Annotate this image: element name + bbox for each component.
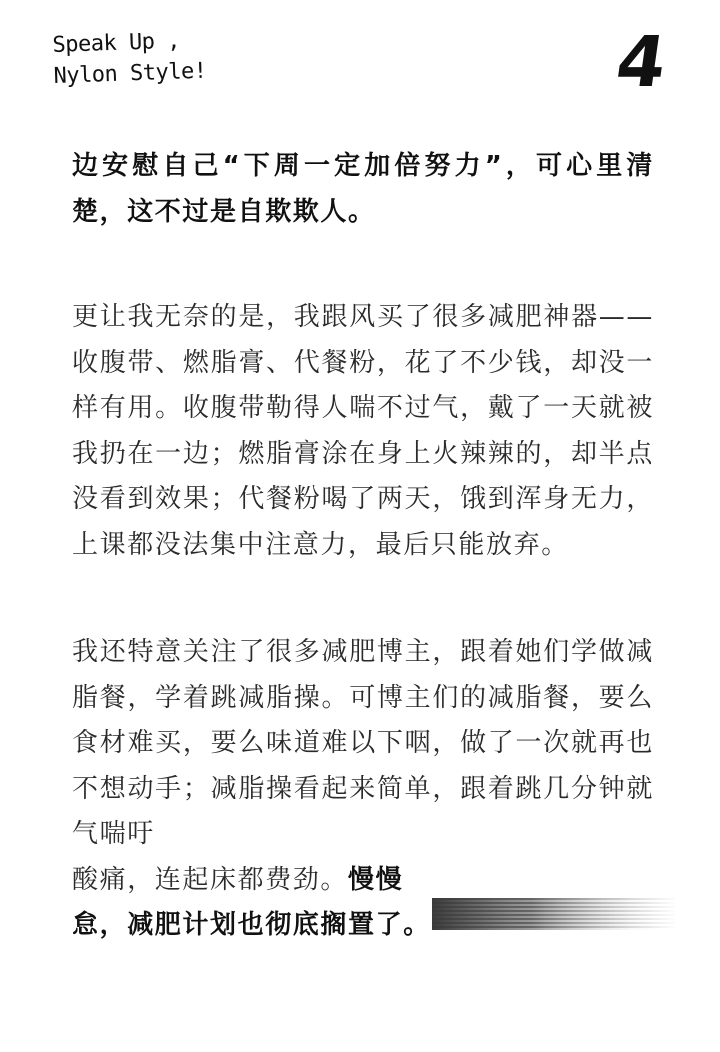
brand-line-1: Speak Up , [52, 28, 181, 58]
paragraph-3-text: 我还特意关注了很多减肥博主，跟着她们学做减脂餐，学着跳减脂操。可博主们的减脂餐，要么食材难买，要么味道难以下咽，做了一次就再也不想动手；减脂操看起来简单，跟着跳几分钟就气喘吁 [72, 637, 654, 849]
paragraph-4: 怠，减肥计划也彻底搁置了。 [72, 910, 431, 940]
page-number: 4 [611, 21, 672, 103]
text-fade-overlay [420, 850, 680, 876]
paragraph-1: 边安慰自己“下周一定加倍努力”，可心里清楚，这不过是自欺欺人。 [72, 151, 654, 227]
paragraph-gap [72, 568, 654, 630]
motion-blur-smear [432, 898, 678, 930]
paragraph-gap [72, 235, 654, 295]
paragraph-3-bold-tail: 慢慢 [348, 864, 404, 895]
brand-logo [52, 25, 207, 92]
paragraph-2: 更让我无奈的是，我跟风买了很多减肥神器——收腹带、燃脂膏、代餐粉，花了不少钱，却没一样有用。收腹带勒得人喘不过气，戴了一天就被我扔在一边；燃脂膏涂在身上火辣辣的，却半点没看到效果；代餐粉喝了两天，饿到浑身无力，上课都没法集中注意力，最后只能放弃。 [72, 302, 654, 560]
brand-line-2: Nylon Style! [53, 58, 207, 89]
paragraph-3-continued: 酸痛，连起床都费劲。 [72, 864, 349, 895]
article-body [72, 144, 654, 949]
